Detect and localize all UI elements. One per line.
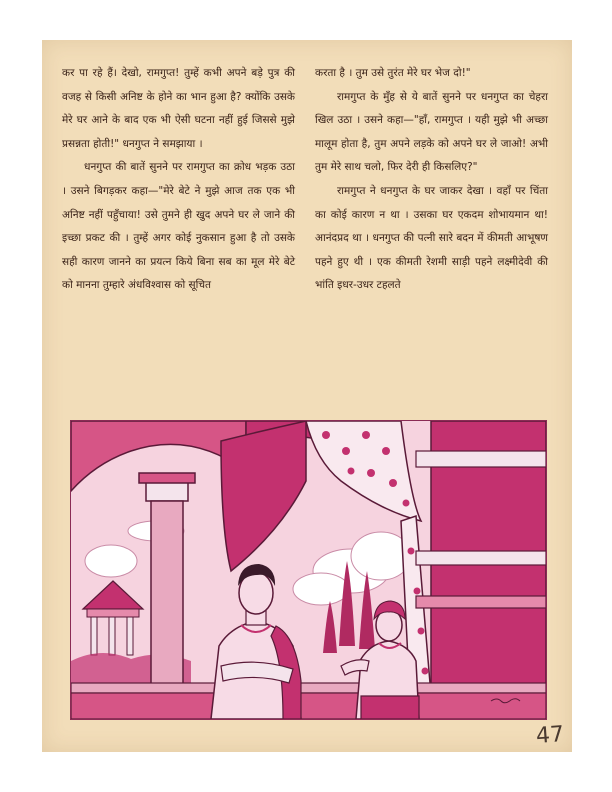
page-number: 47 <box>535 722 565 749</box>
right-text-column <box>315 62 548 298</box>
balcony-rail <box>71 683 546 693</box>
right-paragraph-3: रामगुप्त ने धनगुप्त के घर जाकर देखा । वहाँ पर चिंता का कोई कारण न था । उसका घर एकदम शोभायमान था! आनंदप्रद था । धनगुप्त की पत्नी सारे बदन में कीमती आभूषण पहने हुए थी । एक कीमती रेशमी साड़ी पहने लक्ष्मीदेवी की भांति इधर-उधर टहलते <box>315 184 548 292</box>
palace-wall <box>416 421 546 719</box>
story-illustration <box>70 420 547 720</box>
right-paragraph-2: रामगुप्त के मुँह से ये बातें सुनने पर धनगुप्त का चेहरा खिल उठा । उसने कहा—"हाँ, रामगुप्त । यही मुझे भी अच्छा मालूम होता है, तुम अपने लड़के को अपने घर ले जाओ! अभी तुम मेरे साथ चलो, फिर देरी ही किसलिए?" <box>315 90 548 174</box>
book-page <box>42 40 572 752</box>
left-text-column <box>62 62 295 298</box>
illustration-artwork <box>71 421 546 719</box>
left-paragraph-1: कर पा रहे हैं। देखो, रामगुप्त! तुम्हें कभी अपने बड़े पुत्र की वजह से किसी अनिष्ट के होने का भान हुआ है? क्योंकि उसके मेरे घर आने के बाद एक भी ऐसी घटना नहीं हुई जिससे मुझे प्रसन्नता होती!" धनगुप्त ने समझाया । <box>62 67 295 150</box>
left-paragraph-2: धनगुप्त की बातें सुनने पर रामगुप्त का क्रोध भड़क उठा । उसने बिगड़कर कहा—"मेरे बेटे ने मुझे आज तक एक भी अनिष्ट नहीं पहुँचाया! उसे तुमने ही खुद अपने घर ले जाने की इच्छा प्रकट की । तुम्हें अगर कोई नुकसान हुआ है तो उसके सही कारण जानने का प्रयत्न किये बिना सब का मूल मेरे बेटे को मानना तुम्हारे अंधविश्वास को सूचित <box>62 161 295 292</box>
right-paragraph-1: करता है । तुम उसे तुरंत मेरे घर भेज दो!" <box>315 67 471 79</box>
balcony-base <box>71 693 546 719</box>
